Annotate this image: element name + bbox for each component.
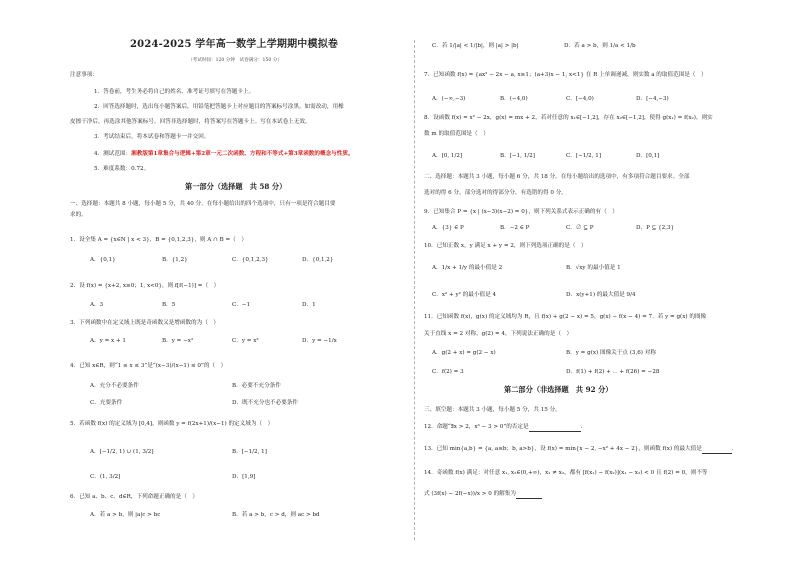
- q4-option-c[interactable]: C．充要条件: [90, 400, 123, 406]
- q2-stem: 2．设 f(x) = {x+2, x≥0；1, x<0}，则 f[f(−1)] =（ ）: [70, 283, 220, 289]
- q4-option-d[interactable]: D．既不充分也不必要条件: [232, 400, 299, 406]
- part2-title: 第二部分（非选择题 共 92 分）: [504, 385, 613, 394]
- q5-stem: 5．若函数 f(x) 的定义域为 [0,4]，则函数 y = f(2x+1)/(x−1) 的定义域为（ ）: [70, 421, 274, 427]
- q11-stem: 11．已知函数 f(x)，g(x) 的定义域均为 R，且 f(x) + g(2 − x) = 5，g(x) − f(x − 4) = 7．若 y = g(x) 的图像: [424, 314, 707, 320]
- q8-option-d[interactable]: D．[0,1]: [636, 153, 660, 159]
- q10-option-c[interactable]: C．x² + y² 的最小值是 4: [432, 292, 497, 298]
- q5-option-c[interactable]: C．(1, 3/2]: [90, 474, 121, 480]
- q9-option-d[interactable]: D．P ⊆ {2,3}: [636, 225, 675, 231]
- q8-stem: 8．设函数 f(x) = x² − 2x，g(x) = mx + 2，若对任意的 x₁∈[−1,2]，存在 x₂∈[−1,2]，使得 g(x₁) = f(x₂)，则实: [424, 115, 713, 121]
- q12-answer-blank[interactable]: [529, 424, 581, 432]
- q5-option-b[interactable]: B．[−1/2, 1]: [232, 449, 267, 455]
- exam-title: 2024-2025 学年高一数学上学期期中模拟卷: [130, 39, 339, 50]
- q2-option-b[interactable]: B．5: [162, 302, 176, 308]
- note-2: 2．回答选择题时，选出每小题答案后，用铅笔把答题卡上对应题目的答案标号涂黑。如需改动，用橡: [94, 104, 344, 110]
- q8-stem-cont: 数 m 的取值范围是（ ）: [424, 131, 489, 137]
- q7-option-d[interactable]: D．[−4,−3): [636, 96, 669, 102]
- q5-option-d[interactable]: D．[1,9]: [232, 474, 256, 480]
- q1-stem: 1．设全集 A = {x∈N | x < 3}，B = {0,1,2,3}，则 A ∩ B =（ ）: [70, 237, 247, 243]
- note-1: 1．答卷前，考生务必将自己的姓名、准考证号填写在答题卡上。: [94, 89, 255, 95]
- q6-option-b[interactable]: B．若 a > b，c > d，则 ac > bd: [232, 512, 320, 518]
- q14-stem: 14．奇函数 f(x) 满足：对任意 x₁, x₂∈(0,+∞)，x₁ ≠ x₂，都有 [f(x₁) − f(x₂)](x₁ − x₂) < 0 且 f(2) = 0，则不等: [424, 470, 708, 476]
- q14-answer-blank[interactable]: [516, 491, 542, 499]
- section3-intro: 三、填空题：本题共 3 小题，每小题 5 分，共 15 分。: [424, 407, 561, 413]
- q10-stem: 10．已知正数 x，y 满足 x + y = 2，则下列选项正确的是（ ）: [424, 243, 587, 249]
- test-scope: 湘教版第1章集合与逻辑+第2章一元二次函数、方程和不等式+第3章函数的概念与性质。: [131, 151, 354, 157]
- q6-option-d[interactable]: D．若 a > b，则 1/a < 1/b: [564, 43, 636, 49]
- q9-option-a[interactable]: A．{3} ∈ P: [432, 225, 464, 231]
- note-4-label: 4．测试范围：: [94, 151, 132, 157]
- q6-option-a[interactable]: A．若 a > b，则 |a|c > bc: [90, 512, 161, 518]
- q11-stem-cont: 关于直线 x = 2 对称，g(2) = 4，下列说法正确的是（ ）: [424, 331, 573, 337]
- section1-intro-cont: 求的。: [70, 212, 87, 218]
- section2-intro-cont: 选对的得 6 分，部分选对的得部分分，有选错的得 0 分。: [424, 190, 567, 196]
- q7-option-a[interactable]: A．(−∞,−3): [432, 96, 466, 102]
- note-2-cont: 皮擦干净后，再选涂其他答案标号。回答非选择题时，将答案写在答题卡上。写在本试卷上无效。: [70, 119, 311, 125]
- q13-text: 13．已知 min{a,b} = {a, a≤b；b, a>b}，设 f(x) = min{x − 2, −x² + 4x − 2}，则函数 f(x) 的最大值是: [424, 446, 702, 452]
- q7-option-b[interactable]: B．(−4,0): [500, 96, 528, 102]
- part1-title: 第一部分（选择题 共 58 分）: [185, 182, 287, 191]
- q8-option-c[interactable]: C．[−1/2, 1]: [566, 153, 602, 159]
- q13-answer-blank[interactable]: [702, 446, 732, 454]
- q7-stem: 7．已知函数 f(x) = {ax² − 2x − a, x≥1；(a+3)x − 1, x<1} 在 R 上单调递减，则实数 a 的取值范围是（ ）: [424, 72, 707, 78]
- q9-option-c[interactable]: C．∅ ⊆ P: [566, 225, 594, 231]
- q1-option-c[interactable]: C．{0,1,2,3}: [232, 257, 269, 263]
- q1-option-d[interactable]: D．{0,1,2}: [302, 257, 334, 263]
- notes-title: 注意事项：: [70, 72, 98, 78]
- q11-option-b[interactable]: B．y = g(x) 图像关于点 (3,6) 对称: [566, 350, 656, 356]
- note-4: [94, 151, 354, 158]
- q13: 13．已知 min{a,b} = {a, a≤b；b, a>b}，设 f(x) = min{x − 2, −x² + 4x − 2}，则函数 f(x) 的最大值是 ．: [424, 446, 738, 452]
- q10-option-b[interactable]: B．√xy 的最小值是 1: [566, 265, 621, 271]
- q8-option-a[interactable]: A．[0, 1/2]: [432, 153, 463, 159]
- column-divider: [414, 40, 415, 540]
- q12-text: 12．命题“∃x > 2，x³ − 3 > 0”的否定是: [424, 424, 529, 430]
- q3-stem: 3．下列函数中在定义域上既是奇函数又是增函数的为（ ）: [70, 320, 219, 326]
- q8-option-b[interactable]: B．[−1, 1/2]: [500, 153, 535, 159]
- q11-option-a[interactable]: A．g(2 + x) = g(2 − x): [432, 350, 496, 356]
- q4-stem: 4．已知 x∈R，则“1 ≤ x ≤ 3”是“(x−3)/(x−1) ≤ 0”的（ ）: [70, 363, 227, 369]
- q4-option-b[interactable]: B．必要不充分条件: [232, 383, 281, 389]
- q1-option-b[interactable]: B．{1,2}: [162, 257, 188, 263]
- q2-option-a[interactable]: A．3: [90, 302, 104, 308]
- q3-option-c[interactable]: C．y = x³: [232, 338, 259, 344]
- section1-intro: 一、选择题：本题共 8 小题，每小题 5 分，共 40 分。在每小题给出的四个选项中，只有一项是符合题目要: [70, 201, 336, 207]
- q9-option-b[interactable]: B．−2 ∈ P: [500, 225, 530, 231]
- exam-info: （考试时间：120 分钟 试卷满分：150 分）: [188, 58, 282, 63]
- q2-option-c[interactable]: C．−1: [232, 302, 251, 308]
- q14-stem-cont: [424, 491, 542, 499]
- q14-text: 式 (3f(x) − 2f(−x))/x > 0 的解集为: [424, 491, 516, 497]
- q3-option-d[interactable]: D．y = −1/x: [302, 338, 337, 344]
- q10-option-a[interactable]: A．1/x + 1/y 的最小值是 2: [432, 265, 503, 271]
- q12: 12．命题“∃x > 2，x³ − 3 > 0”的否定是 ．: [424, 424, 587, 430]
- q2-option-d[interactable]: D．1: [302, 302, 316, 308]
- q3-option-a[interactable]: A．y = x + 1: [90, 338, 126, 344]
- q11-option-c[interactable]: C．f(2) = 3: [432, 369, 464, 375]
- q1-option-a[interactable]: A．{0,1}: [90, 257, 116, 263]
- q6-stem: 6．已知 a、b、c、d∈R，下列命题正确的是（ ）: [70, 494, 199, 500]
- q6-option-c[interactable]: C．若 1/|a| < 1/|b|，则 |a| > |b|: [432, 43, 519, 49]
- section2-intro: 二、选择题：本题共 3 小题，每小题 6 分，共 18 分。在每小题给出的选项中，有多项符合题目要求。全部: [424, 174, 690, 180]
- q10-option-d[interactable]: D．x(y+1) 的最大值是 9/4: [566, 292, 636, 298]
- q5-option-a[interactable]: A．[−1/2, 1) ∪ (1, 3/2]: [90, 449, 154, 455]
- note-5: 5．难度系数：0.72。: [94, 166, 150, 172]
- q3-option-b[interactable]: B．y = −x²: [162, 338, 194, 344]
- q7-option-c[interactable]: C．[−4,0): [566, 96, 594, 102]
- q4-option-a[interactable]: A．充分不必要条件: [90, 383, 139, 389]
- q9-stem: 9．已知集合 P = {x | (x−3)(x−2) = 0}，则下列关系式表示正确的有（ ）: [424, 209, 618, 215]
- q11-option-d[interactable]: D．f(1) + f(2) + ⋯ + f(26) = −28: [566, 369, 660, 375]
- note-3: 3．考试结束后，将本试卷和答题卡一并交回。: [94, 134, 210, 140]
